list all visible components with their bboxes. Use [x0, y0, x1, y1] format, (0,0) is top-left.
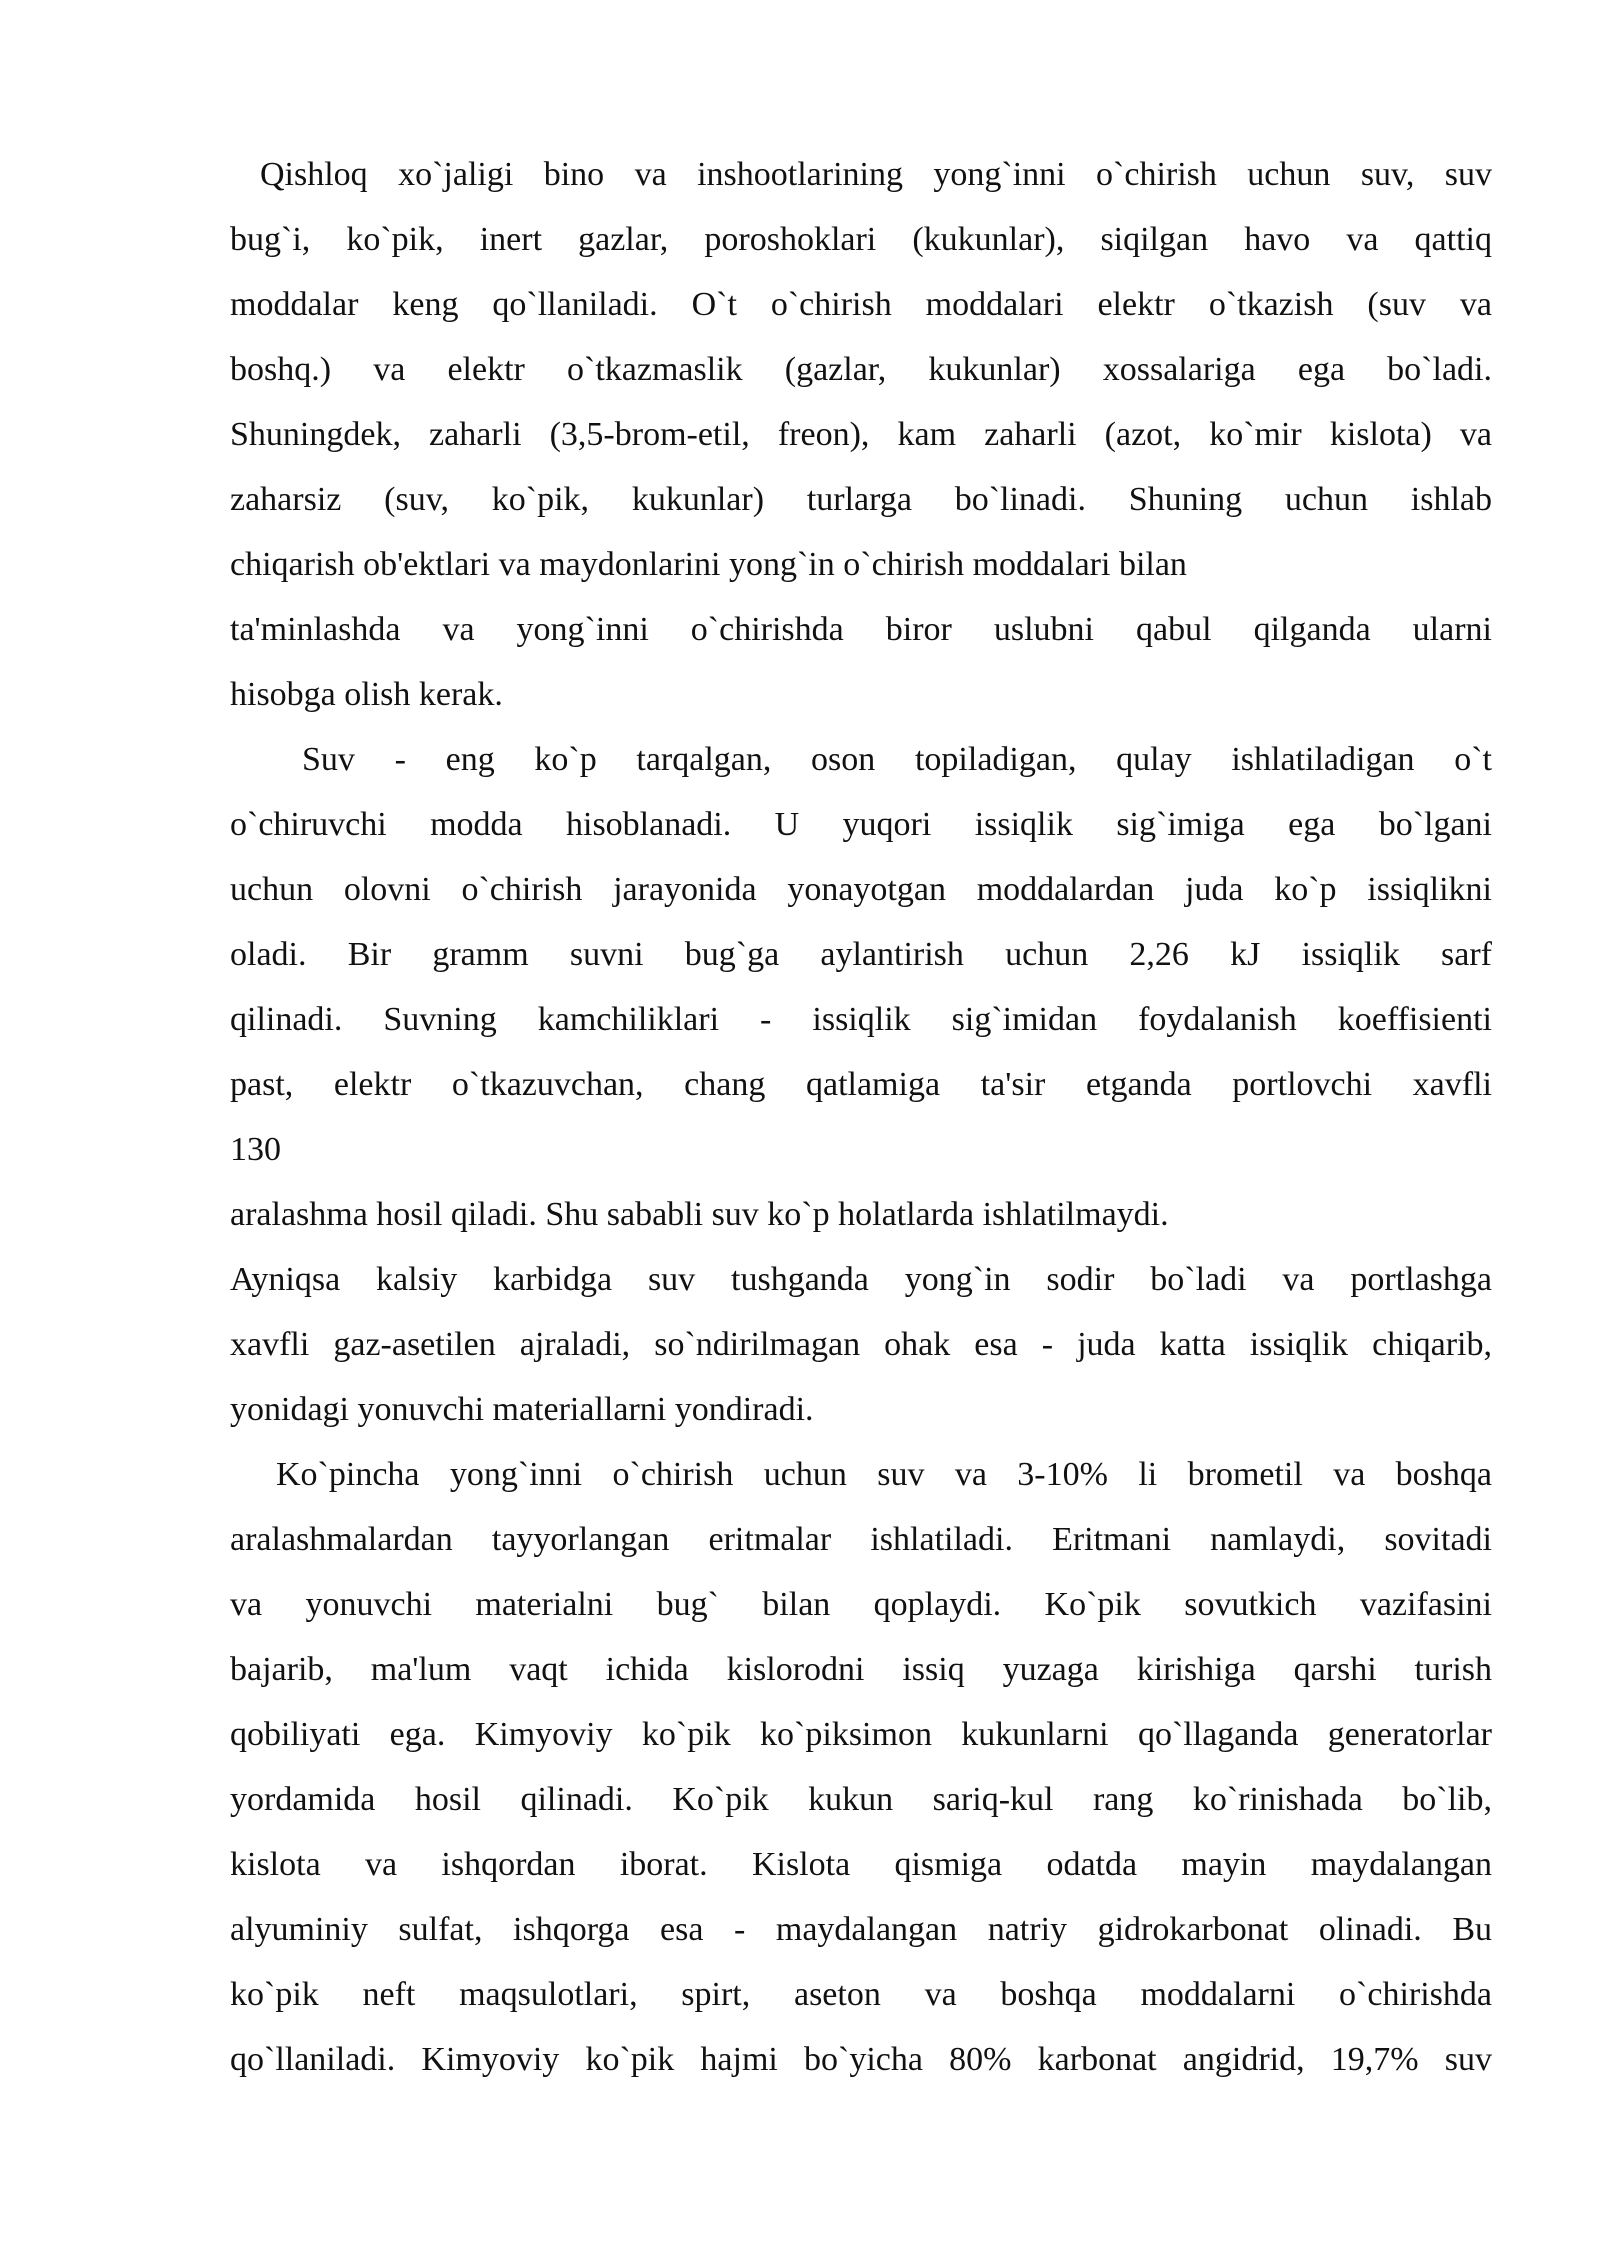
text-line-3: moddalar keng qo`llaniladi. O`t o`chirish moddalari elektr o`tkazish (suv va — [230, 286, 1492, 323]
text-line-23: va yonuvchi materialni bug` bilan qoplaydi. Ko`pik sovutkich vazifasini — [230, 1586, 1492, 1623]
text-line-7: chiqarish ob'ektlari va maydonlarini yong`in o`chirish moddalari bilan — [230, 546, 1187, 583]
text-line-5: Shuningdek, zaharli (3,5-brom-etil, freon), kam zaharli (azot, ko`mir kislota) va — [230, 416, 1492, 453]
text-line-9: hisobga olish kerak. — [230, 676, 503, 713]
text-line-13: oladi. Bir gramm suvni bug`ga aylantirish uchun 2,26 kJ issiqlik sarf — [230, 936, 1492, 973]
text-line-2: bug`i, ko`pik, inert gazlar, poroshoklari (kukunlar), siqilgan havo va qattiq — [230, 221, 1492, 258]
text-line-26: yordamida hosil qilinadi. Ko`pik kukun sariq-kul rang ko`rinishada bo`lib, — [230, 1781, 1492, 1818]
text-line-10: Suv - eng ko`p tarqalgan, oson topiladigan, qulay ishlatiladigan o`t — [302, 741, 1492, 778]
text-line-28: alyuminiy sulfat, ishqorga esa - maydalangan natriy gidrokarbonat olinadi. Bu — [230, 1911, 1492, 1948]
text-line-24: bajarib, ma'lum vaqt ichida kislorodni issiq yuzaga kirishiga qarshi turish — [230, 1651, 1492, 1688]
text-line-21: Ko`pincha yong`inni o`chirish uchun suv va 3-10% li brometil va boshqa — [276, 1456, 1492, 1493]
text-line-17: aralashma hosil qiladi. Shu sababli suv ko`p holatlarda ishlatilmaydi. — [230, 1196, 1169, 1233]
text-line-14: qilinadi. Suvning kamchiliklari - issiqlik sig`imidan foydalanish koeffisienti — [230, 1001, 1492, 1038]
text-line-25: qobiliyati ega. Kimyoviy ko`pik ko`piksimon kukunlarni qo`llaganda generatorlar — [230, 1716, 1492, 1753]
text-line-8: ta'minlashda va yong`inni o`chirishda biror uslubni qabul qilganda ularni — [230, 611, 1492, 648]
text-line-6: zaharsiz (suv, ko`pik, kukunlar) turlarga bo`linadi. Shuning uchun ishlab — [230, 481, 1492, 518]
text-line-20: yonidagi yonuvchi materiallarni yondiradi. — [230, 1391, 814, 1428]
text-line-1: Qishloq xo`jaligi bino va inshootlarining yong`inni o`chirish uchun suv, suv — [260, 156, 1492, 193]
text-line-27: kislota va ishqordan iborat. Kislota qismiga odatda mayin maydalangan — [230, 1846, 1492, 1883]
text-line-29: ko`pik neft maqsulotlari, spirt, aseton va boshqa moddalarni o`chirishda — [230, 1976, 1492, 2013]
page-number: 130 — [230, 1131, 281, 1168]
text-line-15: past, elektr o`tkazuvchan, chang qatlamiga ta'sir etganda portlovchi xavfli — [230, 1066, 1492, 1103]
text-line-11: o`chiruvchi modda hisoblanadi. U yuqori issiqlik sig`imiga ega bo`lgani — [230, 806, 1492, 843]
text-line-18: Ayniqsa kalsiy karbidga suv tushganda yong`in sodir bo`ladi va portlashga — [230, 1261, 1492, 1298]
text-line-22: aralashmalardan tayyorlangan eritmalar ishlatiladi. Eritmani namlaydi, sovitadi — [230, 1521, 1492, 1558]
text-line-12: uchun olovni o`chirish jarayonida yonayotgan moddalardan juda ko`p issiqlikni — [230, 871, 1492, 908]
text-line-19: xavfli gaz-asetilen ajraladi, so`ndirilmagan ohak esa - juda katta issiqlik chiqarib, — [230, 1326, 1492, 1363]
text-line-30: qo`llaniladi. Kimyoviy ko`pik hajmi bo`yicha 80% karbonat angidrid, 19,7% suv — [230, 2041, 1492, 2078]
text-line-4: boshq.) va elektr o`tkazmaslik (gazlar, kukunlar) xossalariga ega bo`ladi. — [230, 351, 1492, 388]
